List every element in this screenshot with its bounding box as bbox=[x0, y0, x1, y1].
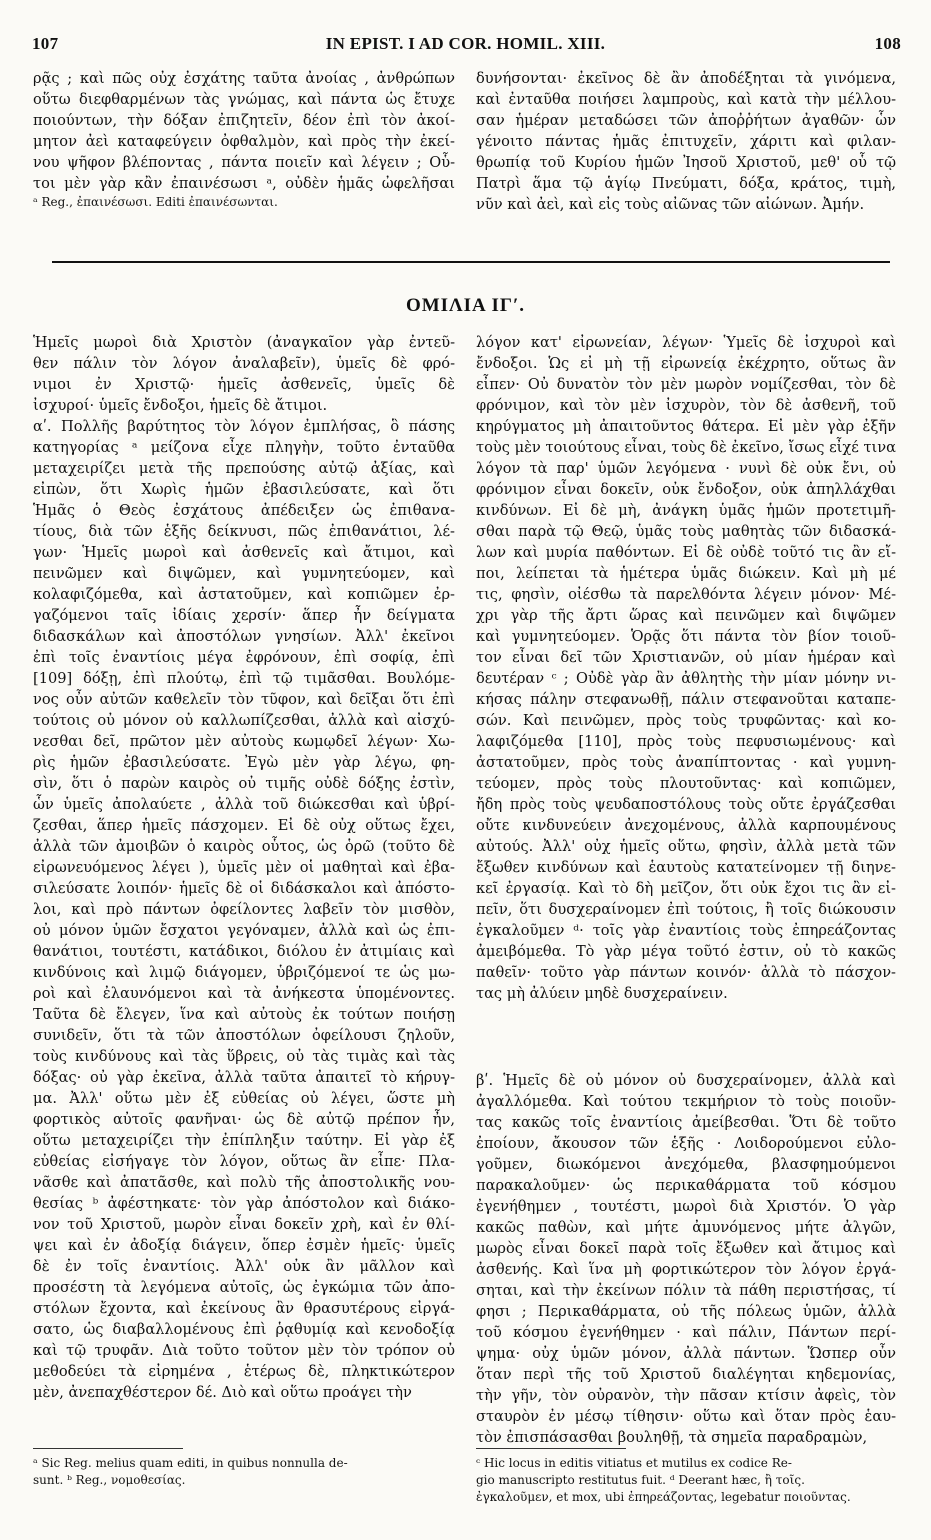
text-line: Ἡμᾶς ὁ Θεὸς ἐσχάτους ἀπέδειξεν ὡς ἐπιθανα- bbox=[33, 502, 455, 519]
text-line: λόγον κατ' εἰρωνείαν, λέγων· Ὑμεῖς δὲ ἰσχυροὶ καὶ bbox=[476, 334, 896, 351]
text-line: Ἡμεῖς μωροὶ διὰ Χριστὸν (ἀναγκαῖον γὰρ ἐντεῦ- bbox=[33, 334, 455, 351]
text-line: ἀλλὰ τῶν ἀμοιβῶν ὁ καιρὸς οὗτος, ὡς ὁρῶ (τοῦτο δὲ bbox=[33, 838, 455, 855]
text-line: δὲ ἐν τοῖς ἐναντίοις. Ἀλλ' οὐκ ἂν μᾶλλον καὶ bbox=[33, 1258, 455, 1275]
text-line: καὶ γυμνητεύομεν. Ὁρᾷς ὅτι πάντα τὸν βίον τοιοῦ- bbox=[476, 628, 896, 645]
text-line: κακῶς παθὼν, καὶ μήτε ἀμυνόμενος μήτε ἀλγῶν, bbox=[476, 1219, 896, 1236]
text-line: νεσθαι δεῖ, πρῶτον μὲν αὐτοὺς κωμῳδεῖ λέγων· Χω- bbox=[33, 733, 455, 750]
text-line: ἐγκαλοῦμεν ᵈ· τοῖς γὰρ ἐναντίοις τοὺς ἐπηρεάζοντας bbox=[476, 922, 896, 939]
text-line: οὕτω μεταχειρίζει τὴν ἐπίπληξιν ταύτην. Εἰ γὰρ ἐξ bbox=[33, 1132, 455, 1149]
text-line: τοὺς κινδύνους καὶ τὰς ὕβρεις, οὐ τὰς τιμὰς καὶ τὰς bbox=[33, 1048, 455, 1065]
text-line: εἶπεν· Οὐ δυνατὸν τὸν μὲν μωρὸν νομίζεσθαι, τὸν δὲ bbox=[476, 376, 896, 393]
text-line: ἐγενήθημεν , τουτέστι, μωροὶ διὰ Χριστόν. Ὁ γὰρ bbox=[476, 1198, 896, 1215]
text-line: ζεσθαι, ἅπερ ἡμεῖς πάσχομεν. Εἰ δὲ οὐχ οὕτως ἔχει, bbox=[33, 817, 455, 834]
text-line: ᶜ Hic locus in editis vitiatus et mutilus ex codice Re- bbox=[476, 1456, 792, 1470]
text-line: σταυρὸν ἐν μέσῳ τίθησιν· οὕτω καὶ ὅταν πρὸς ἑαυ- bbox=[476, 1408, 896, 1425]
text-line: πεῖν, ὅτι δυσχεραίνομεν ἐπὶ τούτοις, ἢ τοῖς διώκουσιν bbox=[476, 901, 896, 918]
text-line: γων· Ἡμεῖς μωροὶ καὶ ἀσθενεῖς καὶ ἄτιμοι, καὶ bbox=[33, 544, 455, 561]
top-left-column bbox=[33, 68, 455, 211]
text-line: παθεῖν· τοῦτο γὰρ πάντων κοινόν· ἀλλὰ τὸ πάσχον- bbox=[476, 964, 896, 981]
text-line: κήσας πάλην στεφανωθῇ, πάλιν στεφανοῦται καταπε- bbox=[476, 691, 896, 708]
text-line: δυνήσονται· ἐκεῖνος δὲ ἂν ἀποδέξηται τὰ γινόμενα, bbox=[476, 70, 896, 87]
text-line: τοι μὲν γὰρ κἂν ἐπαινέσωσι ᵃ, οὐδὲν ἡμᾶς ὠφελῆσαι bbox=[33, 175, 455, 192]
text-line: Πατρὶ ἅμα τῷ ἁγίῳ Πνεύματι, δόξα, κράτος, τιμὴ, bbox=[476, 175, 896, 192]
text-line: ροὶ καὶ ἐλαυνόμενοι καὶ τὰ ἀνήκεστα ὑπομένοντες. bbox=[33, 985, 455, 1002]
text-line: αὐτούς. Ἀλλ' οὐχ ἡμεῖς οὕτω, φησὶν, ἀλλὰ μετὰ τῶν bbox=[476, 838, 896, 855]
text-line: νῦν καὶ ἀεὶ, καὶ εἰς τοὺς αἰῶνας τῶν αἰώνων. Ἀμήν. bbox=[476, 196, 865, 213]
text-line: ἔνδοξοι. Ὡς εἰ μὴ τῇ εἰρωνείᾳ ἐκέχρητο, οὕτως ἂν bbox=[476, 355, 896, 372]
running-title: IN EPIST. I AD COR. HOMIL. XIII. bbox=[325, 34, 606, 53]
text-line: μεθοδεύει τὰ εἰρημένα , ἑτέρως δὲ, πληκτικώτερον bbox=[33, 1363, 455, 1380]
text-line: ὧν ὑμεῖς ἀπολαύετε , ἀλλὰ τοῦ διώκεσθαι καὶ ὑβρί- bbox=[33, 796, 455, 813]
text-line: ποι, λείπεται τὰ ἡμέτερα ὑμᾶς διώκειν. Καὶ μὴ μέ bbox=[476, 565, 896, 582]
text-line: σατο, ὡς διαβαλλομένους ἐπὶ ῥᾳθυμίᾳ καὶ κενοδοξίᾳ bbox=[33, 1321, 455, 1338]
text-line: ἤδη πρὸς τοὺς ψευδαποστόλους τοὺς οὔτε ἐργάζεσθαι bbox=[476, 796, 896, 813]
body-right-column-section-2 bbox=[476, 1070, 896, 1448]
text-line: νᾶσθε καὶ ἀπατᾶσθε, καὶ πολὺ τῆς ἀποστολικῆς νου- bbox=[33, 1174, 455, 1191]
text-line: νος οὖν αὐτῶν καθελεῖν τὸν τῦφον, καὶ δεῖξαι ὅτι ἐπὶ bbox=[33, 691, 455, 708]
text-line: νου ψῆφον βλέποντας , πάντα ποιεῖν καὶ λέγειν ; Οὗ- bbox=[33, 154, 455, 171]
text-line: τὸν ἐπισπάσασθαι βουληθῇ, τὰ σημεῖα παραδραμὼν, bbox=[476, 1429, 868, 1446]
text-line: γένοιτο πάντας ἡμᾶς ἐπιτυχεῖν, χάριτι καὶ φιλαν- bbox=[476, 133, 896, 150]
body-left-column bbox=[33, 332, 455, 1403]
text-line: παρακαλοῦμεν· ὡς περικαθάρματα τοῦ κόσμου bbox=[476, 1177, 896, 1194]
text-line: λαφιζόμεθα [110], πρὸς τοὺς πεφυσιωμένους· καὶ bbox=[476, 733, 896, 750]
text-line: ὅταν περὶ τῆς τοῦ Χριστοῦ διαλέγηται κηδεμονίας, bbox=[476, 1366, 896, 1383]
page-number-left: 107 bbox=[32, 34, 59, 53]
text-line: τίους, διὰ τῶν ἑξῆς δείκνυσι, πῶς ἐπιθανάτιοι, λέ- bbox=[33, 523, 455, 540]
text-line: διδασκάλων καὶ ἀποστόλων γνησίων. Ἀλλ' ἐκεῖνοι bbox=[33, 628, 455, 645]
text-line: εὐθείας εἰσήγαγε τὸν λόγον, οὕτως ἂν εἶπε· Πλα- bbox=[33, 1153, 455, 1170]
text-line: νον τοῦ Χριστοῦ, μωρὸν εἶναι δοκεῖν χρὴ, καὶ ἐν θλί- bbox=[33, 1216, 455, 1233]
text-line: sunt. ᵇ Reg., νομοθεσίας. bbox=[33, 1473, 186, 1487]
text-line: τοῦ κόσμου ἐγενήθημεν · καὶ πάλιν, Πάντων περί- bbox=[476, 1324, 896, 1341]
text-line: λων καὶ μυρία παθόντων. Εἰ δὲ οὐδὲ τοῦτό τις ἂν εἴ- bbox=[476, 544, 896, 561]
text-line: οὔτε κινδυνεύειν ἀνεχομένους, ἀλλὰ καρπουμένους bbox=[476, 817, 896, 834]
text-line: χρι γὰρ τῆς ἄρτι ὥρας καὶ πεινῶμεν καὶ διψῶμεν bbox=[476, 607, 896, 624]
footnote-rule-right bbox=[476, 1448, 626, 1449]
page-number-right: 108 bbox=[874, 34, 901, 53]
text-line: σθαι παρὰ τῷ Θεῷ, ὑμᾶς τοὺς μαθητὰς τῶν διδασκά- bbox=[476, 523, 896, 540]
text-line: τας κακῶς τοῖς ἐναντίοις ἀμείβεσθαι. Ὅτι δὲ τοῦτο bbox=[476, 1114, 896, 1131]
text-line: σὶν, ὅτι ὁ παρὼν καιρὸς οὐ τιμῆς οὐδὲ δόξης ἐστὶν, bbox=[33, 775, 455, 792]
text-line: μωρὸς εἶναι δοκεῖ παρὰ τοῖς ἔξωθεν καὶ ἄτιμος καὶ bbox=[476, 1240, 896, 1257]
text-line: ἀσθενής. Καὶ ἵνα μὴ φορτικώτερον τὸν λόγον ἐργά- bbox=[476, 1261, 896, 1278]
footnotes-left bbox=[33, 1455, 455, 1489]
text-line: τεύομεν, πρὸς τοὺς πλουτοῦντας· καὶ κοπιῶμεν, bbox=[476, 775, 896, 792]
text-line: θεν πάλιν τὸν λόγον ἀναλαβεῖν), ὑμεῖς δὲ φρό- bbox=[33, 355, 455, 372]
body-right-column bbox=[476, 332, 896, 1004]
text-line: τον εἶναι δεῖ τῶν Χριστιανῶν, οὐ μίαν ἡμέραν καὶ bbox=[476, 649, 896, 666]
text-line: νιμοι ἐν Χριστῷ· ἡμεῖς ἀσθενεῖς, ὑμεῖς δὲ bbox=[33, 376, 455, 393]
text-line: αʹ. Πολλῆς βαρύτητος τὸν λόγον ἐμπλήσας, ὃ πάσης bbox=[33, 418, 455, 435]
text-line: τας μὴ ἀλύειν μηδὲ δυσχεραίνειν. bbox=[476, 985, 728, 1002]
text-line: λόγον τὰ παρ' ὑμῶν λεγόμενα · νυνὶ δὲ οὐκ ἔνι, οὐ bbox=[476, 460, 896, 477]
text-line: στόλων ἔχοντα, καὶ ἐκείνους ἂν θρασυτέρους εἰργά- bbox=[33, 1300, 455, 1317]
text-line: κολαφιζόμεθα, καὶ ἀστατοῦμεν, καὶ κοπιῶμεν ἐρ- bbox=[33, 586, 455, 603]
text-line: ἀγαλλόμεθα. Καὶ τούτου τεκμήριον τὸ τοὺς ποιοῦν- bbox=[476, 1093, 896, 1110]
text-line: γοῦμεν, διωκόμενοι ἀνεχόμεθα, βλασφημούμενοι bbox=[476, 1156, 896, 1173]
footnote-rule-left bbox=[33, 1448, 183, 1449]
text-line: ἐποίουν, ἄκουσον τῶν ἑξῆς · Λοιδορούμενοι εὐλο- bbox=[476, 1135, 896, 1152]
text-line: φορτικὸς αὐτοῖς φανῆναι· ὡς δὲ αὐτῷ πρέπον ἦν, bbox=[33, 1111, 455, 1128]
text-line: ἀμειβόμεθα. Τὸ γὰρ μέγα τοῦτό ἐστιν, οὐ τὸ κακῶς bbox=[476, 943, 896, 960]
text-line: δευτέραν ᶜ ; Οὐδὲ γὰρ ἂν ἀθλητὴς τὴν μίαν μόνην νι- bbox=[476, 670, 896, 687]
text-line: μὲν, ἀνεπαχθέστερον δέ. Διὸ καὶ οὕτω προάγει τὴν bbox=[33, 1384, 412, 1401]
text-line: ἰσχυροί· ὑμεῖς ἔνδοξοι, ἡμεῖς δὲ ἄτιμοι. bbox=[33, 397, 328, 414]
section-divider bbox=[52, 261, 890, 263]
text-line: κεῖ ἐργασίᾳ. Καὶ τὸ δὴ μεῖζον, ὅτι οὐκ ἔχοι τις ἂν εἰ- bbox=[476, 880, 896, 897]
text-line: τοὺς μὲν τοιούτους εἶναι, τοὺς δὲ ἐκεῖνο, ἴσως εἶχέ τινα bbox=[476, 439, 896, 456]
text-line: προσέστη τὰ λεγόμενα αὐτοῖς, ὡς ἐγκώμια τῶν ἀπο- bbox=[33, 1279, 455, 1296]
text-line: σαν ἡμέραν μεταδώσει τῶν ἀποῤῥήτων ἀγαθῶν· ὧν bbox=[476, 112, 896, 129]
text-line: εἰπὼν, ὅτι Χωρὶς ἡμῶν ἐβασιλεύσατε, καὶ ὅτι bbox=[33, 481, 455, 498]
text-line: τὴν γῆν, τὸν οὐρανὸν, τὴν πᾶσαν κτίσιν ἀφεὶς, τὸν bbox=[476, 1387, 896, 1404]
text-line: τούτοις οὐ μόνον οὐ καλλωπίζεσθαι, ἀλλὰ καὶ αἰσχύ- bbox=[33, 712, 455, 729]
text-line: εἰρωνευόμενος λέγει ), ὑμεῖς μὲν οἱ μαθηταὶ καὶ ἐβα- bbox=[33, 859, 455, 876]
text-line: [109] δόξῃ, ἐπὶ πλούτῳ, ἐπὶ τῷ τιμᾶσθαι. Βουλόμε- bbox=[33, 670, 455, 687]
text-line: βʹ. Ἡμεῖς δὲ οὐ μόνον οὐ δυσχεραίνομεν, ἀλλὰ καὶ bbox=[476, 1072, 896, 1089]
text-line: Ταῦτα δὲ ἔλεγεν, ἵνα καὶ αὐτοὺς ἐκ τούτων ποιήσῃ bbox=[33, 1006, 455, 1023]
text-line: γαζόμενοι ταῖς ἰδίαις χερσίν· ἅπερ ἦν δείγματα bbox=[33, 607, 455, 624]
text-line: ἐγκαλοῦμεν, et mox, ubi ἐπηρεάζοντας, legebatur ποιοῦντας. bbox=[476, 1490, 851, 1504]
text-line: σηται, καὶ τὴν ἐκείνων πόλιν τὰ πάθη περιστήσας, τί bbox=[476, 1282, 896, 1299]
text-line: θεσίας ᵇ ἀφέστηκατε· τὸν γὰρ ἀπόστολον καὶ διάκο- bbox=[33, 1195, 455, 1212]
text-line: ᵃ Reg., ἐπαινέσωσι. Editi ἐπαινέσωνται. bbox=[33, 195, 278, 209]
homily-title: ΟΜΙΛΙΑ ΙΓʹ. bbox=[405, 295, 526, 316]
text-line: λοι, καὶ πρὸ πάντων ὀφείλοντες λαβεῖν τὸν μισθὸν, bbox=[33, 901, 455, 918]
text-line: θανάτιοι, τουτέστι, κατάδικοι, διόλου ἐν ἀτιμίαις καὶ bbox=[33, 943, 455, 960]
text-line: ἔξωθεν κινδύνων καὶ ἑαυτοὺς κατατείνομεν τῇ διηνε- bbox=[476, 859, 896, 876]
text-line: κηρύγματος μὴ ἀπαιτοῦντος θάτερα. Εἰ μὲν γὰρ ἐξῆν bbox=[476, 418, 896, 435]
text-line: ψει καὶ ἐν ἀδοξίᾳ διάγειν, ὅπερ ἐσμὲν ἡμεῖς· ὑμεῖς bbox=[33, 1237, 455, 1254]
text-line: ποιούντων, τὴν δόξαν ἐπιζητεῖν, δέον ἐπὶ τὸν ἀκοί- bbox=[33, 112, 455, 129]
text-line: καὶ τῷ τρυφᾶν. Διὰ τοῦτο τοῦτον μὲν τὸν τρόπον οὐ bbox=[33, 1342, 455, 1359]
text-line: κινδύνοις καὶ λιμῷ διάγομεν, ὑβριζόμενοί τε ὡς μω- bbox=[33, 964, 455, 981]
text-line: καὶ ἐνταῦθα ποιήσει λαμπροὺς, καὶ κατὰ τὴν μέλλου- bbox=[476, 91, 896, 108]
footnotes-right bbox=[476, 1455, 896, 1506]
text-line: ψημα· οὐχ ὑμῶν μόνον, ἀλλὰ πάντων. Ὥσπερ οὖν bbox=[476, 1345, 896, 1362]
top-right-column bbox=[476, 68, 896, 215]
text-line: gio manuscripto restitutus fuit. ᵈ Deerant hæc, ἢ τοῖς. bbox=[476, 1473, 805, 1487]
text-line: φησι ; Περικαθάρματα, οὐ τῆς πόλεως ὑμῶν, ἀλλὰ bbox=[476, 1303, 896, 1320]
text-line: σών. Καὶ πεινῶμεν, πρὸς τοὺς τρυφῶντας· καὶ κο- bbox=[476, 712, 896, 729]
text-line: τις, φησὶν, οἰέσθω τὰ παρελθόντα λέγειν μόνον· Μέ- bbox=[476, 586, 896, 603]
text-line: μητον ἀεὶ καταφεύγειν ὀφθαλμὸν, καὶ πρὸς τὴν ἐκεί- bbox=[33, 133, 455, 150]
text-line: πεινῶμεν καὶ διψῶμεν, καὶ γυμνητεύομεν, καὶ bbox=[33, 565, 455, 582]
text-line: δόξας· οὐ γὰρ ἐκεῖνα, ἀλλὰ ταῦτα ἀπαιτεῖ τὸ κήρυγ- bbox=[33, 1069, 455, 1086]
text-line: ρὶς ἡμῶν ἐβασιλεύσατε. Ἐγὼ μὲν γὰρ λέγω, φη- bbox=[33, 754, 455, 771]
text-line: ἀστατοῦμεν, πρὸς τοὺς ἀναπίπτοντας · καὶ γυμνη- bbox=[476, 754, 896, 771]
text-line: συνιδεῖν, ὅτι τὰ τῶν ἀποστόλων ὀφείλουσι ζηλοῦν, bbox=[33, 1027, 455, 1044]
text-line: θρωπίᾳ τοῦ Κυρίου ἡμῶν Ἰησοῦ Χριστοῦ, μεθ' οὗ τῷ bbox=[476, 154, 896, 171]
text-line: ᵃ Sic Reg. melius quam editi, in quibus nonnulla de- bbox=[33, 1456, 348, 1470]
text-line: μεταχειρίζει μετὰ τῆς πρεπούσης αὐτῷ ἀξίας, καὶ bbox=[33, 460, 455, 477]
text-line: μα. Ἀλλ' οὕτω μὲν ἐξ εὐθείας οὐ λέγει, ὥστε μὴ bbox=[33, 1090, 455, 1107]
text-line: ἐπὶ τοῖς ἐναντίοις μέγα ἐφρόνουν, ἐπὶ σοφίᾳ, ἐπὶ bbox=[33, 649, 455, 666]
text-line: ρᾷς ; καὶ πῶς οὐχ ἐσχάτης ταῦτα ἀνοίας , ἀνθρώπων bbox=[33, 70, 455, 87]
text-line: κινδύνων. Εἰ δὲ μὴ, ἀνάγκη ὑμᾶς ἡμῶν προτετιμῆ- bbox=[476, 502, 896, 519]
text-line: φρόνιμον, καὶ τὸν μὲν ἰσχυρὸν, τὸν δὲ ἀσθενῆ, τοῦ bbox=[476, 397, 896, 414]
text-line: σιλεύσατε λοιπόν· ἡμεῖς δὲ οἱ διδάσκαλοι καὶ ἀπόστο- bbox=[33, 880, 455, 897]
text-line: οὕτω διεφθαρμένων τὰς γνώμας, καὶ πάντα ὡς ἔτυχε bbox=[33, 91, 455, 108]
text-line: κατηγορίας ᵃ μείζονα εἶχε πληγὴν, τοῦτο ἐνταῦθα bbox=[33, 439, 455, 456]
text-line: φρόνιμον εἶναι δοκεῖν, οὐκ ἔνδοξον, οὐκ ἀπηλλάχθαι bbox=[476, 481, 896, 498]
text-line: οὐ μόνον ὑμῶν ἔσχατοι γεγόναμεν, ἀλλὰ καὶ ὡς ἐπι- bbox=[33, 922, 455, 939]
